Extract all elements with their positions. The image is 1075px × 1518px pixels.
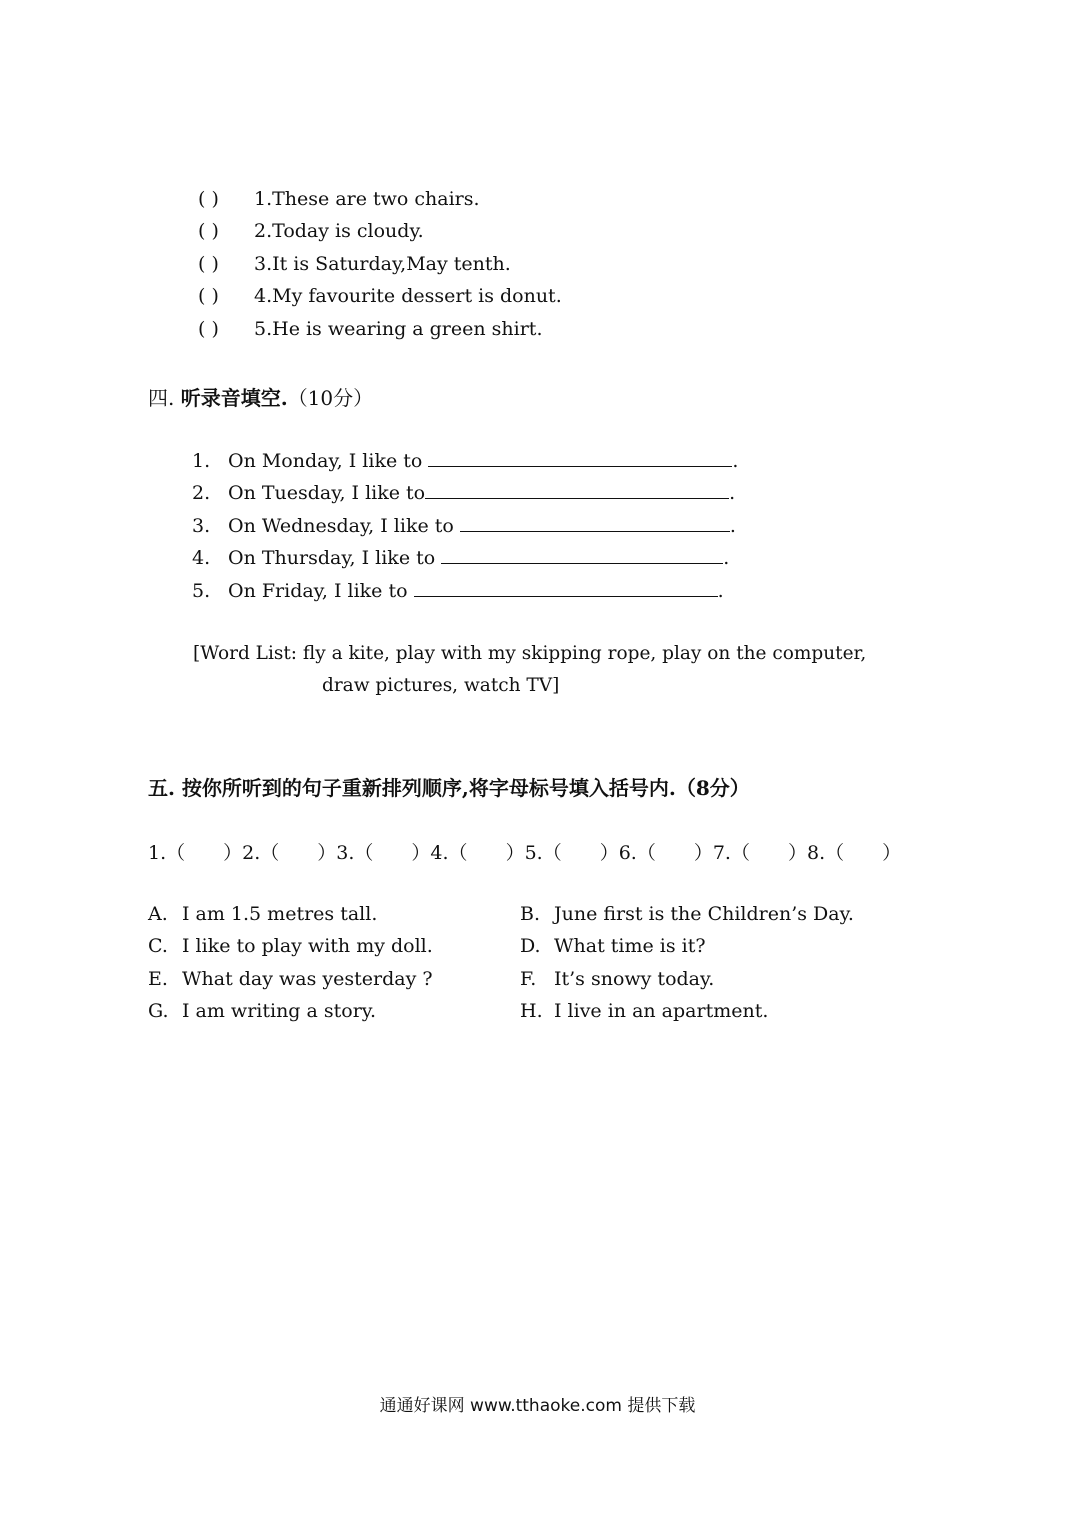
- item-text: On Wednesday, I like to: [228, 515, 460, 537]
- order-slot: ）3.（: [317, 842, 374, 864]
- option-text: What time is it?: [554, 935, 706, 957]
- option-label: A.: [148, 903, 168, 925]
- item-text: On Tuesday, I like to: [228, 482, 426, 504]
- statement-row-4: [198, 285, 562, 307]
- order-slot: ）8.（: [787, 842, 845, 864]
- page-footer: 通通好课网 www.tthaoke.com 提供下载: [379, 1396, 696, 1416]
- fill-row-5: [192, 578, 724, 602]
- option-label: E.: [148, 968, 168, 990]
- item-text: On Thursday, I like to: [228, 547, 442, 569]
- answer-blank[interactable]: [441, 545, 723, 564]
- answer-bracket[interactable]: ( ): [198, 220, 219, 242]
- answer-blank[interactable]: [428, 448, 732, 467]
- option-text: I live in an apartment.: [554, 1000, 769, 1022]
- answer-bracket[interactable]: ( ): [198, 188, 219, 210]
- option-label: H.: [520, 1000, 543, 1022]
- item-end: .: [732, 450, 739, 472]
- section-5-heading: 五. 按你所听到的句子重新排列顺序,将字母标号填入括号内.（8分）: [148, 776, 750, 800]
- option-c: [148, 935, 433, 957]
- item-number: 1.: [192, 450, 211, 472]
- item-end: .: [723, 547, 730, 569]
- option-label: B.: [520, 903, 541, 925]
- option-label: D.: [520, 935, 541, 957]
- item-number: 3.: [192, 515, 211, 537]
- option-label: G.: [148, 1000, 169, 1022]
- statement-row-1: [198, 188, 480, 210]
- answer-bracket[interactable]: ( ): [198, 318, 219, 340]
- section-4-number: 四.: [148, 386, 175, 410]
- answer-blank[interactable]: [425, 480, 729, 499]
- option-text: I like to play with my doll.: [182, 935, 433, 957]
- fill-row-4: [192, 545, 729, 569]
- item-end: .: [729, 515, 736, 537]
- item-number: 5.: [192, 580, 211, 602]
- option-h: [520, 1000, 768, 1022]
- answer-blank[interactable]: [414, 578, 718, 597]
- section-4-score: （10分）: [287, 386, 374, 410]
- item-end: .: [729, 482, 736, 504]
- statement-text: 4.My favourite dessert is donut.: [254, 285, 562, 307]
- item-text: On Friday, I like to: [228, 580, 414, 602]
- option-g: [148, 1000, 376, 1022]
- answer-blank[interactable]: [460, 513, 730, 532]
- order-slot: ）7.（: [693, 842, 750, 864]
- statement-row-2: [198, 220, 424, 242]
- fill-row-3: [192, 513, 736, 537]
- item-number: 2.: [192, 482, 211, 504]
- statement-text: 1.These are two chairs.: [254, 188, 480, 210]
- option-label: F.: [520, 968, 537, 990]
- answer-bracket[interactable]: ( ): [198, 253, 219, 275]
- word-list-line-2: draw pictures, watch TV]: [322, 675, 560, 696]
- item-text: On Monday, I like to: [228, 450, 429, 472]
- option-text: What day was yesterday ?: [182, 968, 433, 990]
- section-4-heading: [148, 382, 373, 411]
- answer-bracket[interactable]: ( ): [198, 285, 219, 307]
- word-list-line-1: [Word List: fly a kite, play with my skipping rope, play on the computer,: [193, 643, 867, 664]
- option-e: [148, 968, 433, 990]
- statement-text: 3.It is Saturday,May tenth.: [254, 253, 511, 275]
- statement-text: 5.He is wearing a green shirt.: [254, 318, 543, 340]
- order-slot: ）2.（: [223, 842, 280, 864]
- option-text: It’s snowy today.: [554, 968, 715, 990]
- option-text: June first is the Children’s Day.: [554, 903, 854, 925]
- option-d: [520, 935, 706, 957]
- order-slot: 1.（: [148, 842, 186, 864]
- item-number: 4.: [192, 547, 211, 569]
- item-end: .: [717, 580, 724, 602]
- option-text: I am 1.5 metres tall.: [182, 903, 378, 925]
- section-4-title: 听录音填空.: [180, 386, 288, 410]
- order-slot: ）5.（: [505, 842, 562, 864]
- order-slot: ）4.（: [411, 842, 468, 864]
- option-text: I am writing a story.: [182, 1000, 377, 1022]
- order-slot: ）6.（: [599, 842, 656, 864]
- option-label: C.: [148, 935, 168, 957]
- order-slot: ）: [882, 842, 902, 864]
- statement-row-3: [198, 253, 511, 275]
- fill-row-2: [192, 480, 735, 504]
- option-b: [520, 903, 854, 925]
- order-answer-row: [148, 838, 901, 865]
- statement-text: 2.Today is cloudy.: [254, 220, 424, 242]
- option-a: [148, 903, 377, 925]
- fill-row-1: [192, 448, 738, 472]
- option-f: [520, 968, 714, 990]
- statement-row-5: [198, 318, 542, 340]
